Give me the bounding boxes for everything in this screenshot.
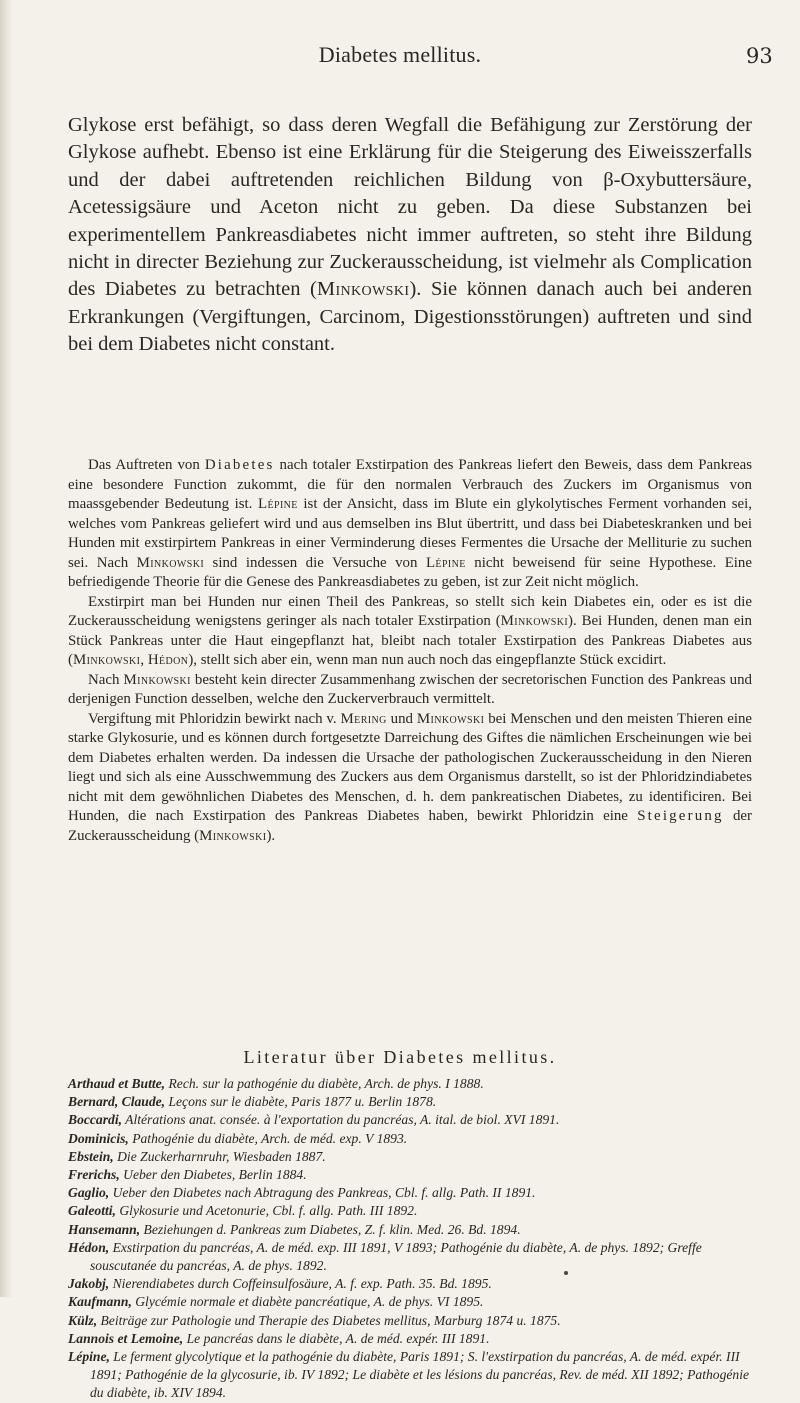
main-text: Glykose erst befähigt, so dass deren Wegfall die Befähigung zur Zerstörung der Glykose aufhebt. Ebenso ist eine Erklärung für die Steigerung des Eiweisszerfalls und der dabei auftretenden reichlichen Bildung von β-Oxybuttersäure, Acetessigsäure und Aceton nicht zu geben. Da diese Substanzen bei experimentellem Pankreasdiabetes nicht immer auftreten, so steht ihre Bildung nicht in directer Beziehung zur Zuckerausscheidung, ist vielmehr als Complication des Diabetes zu betrachten ( — [68, 114, 752, 301]
reference-text: Glycémie normale et diabète pancréatique, A. de phys. VI 1895. — [131, 1294, 484, 1310]
paragraph-exstirpation — [68, 593, 752, 671]
reference-item — [68, 1166, 752, 1184]
reference-item — [68, 1312, 752, 1330]
text-run: nach totaler Exstirpation des Pankreas liefert den Beweis, dass dem Pankreas eine besondere Function zukommt, die für den normalen Verbrauch des Zuckers im Organismus von maassgebender Bedeutung ist. — [68, 457, 752, 512]
author-name: Minkowski — [123, 671, 191, 688]
reference-item — [68, 1111, 752, 1129]
main-paragraph — [68, 112, 752, 359]
reference-text: Beiträge zur Pathologie und Therapie des Diabetes mellitus, Marburg 1874 u. 1875. — [97, 1312, 561, 1328]
author-name: Minkowski — [316, 278, 410, 301]
text-run: ist der Ansicht, dass im Blute ein glykolytisches Ferment vorhanden sei, welches vom Pankreas geliefert wird und aus demselben ins Blut übertritt, und dass bei Diabeteskranken und bei Hunden mit exstirpirtem Pankreas in einer Verminderung dieses Fermentes die Ursache der Melliturie zu suchen sei. Nach — [68, 496, 752, 571]
paragraph-pankreas — [68, 456, 752, 593]
running-head: Diabetes mellitus. — [318, 42, 482, 67]
text-run: der Zuckerausscheidung ( — [68, 808, 752, 844]
reference-item — [68, 1221, 752, 1239]
reference-author: Hansemann, — [68, 1221, 141, 1237]
reference-item — [68, 1239, 752, 1275]
text-run: sind indessen die Versuche von — [204, 554, 426, 571]
reference-author: Arthaud et Butte, — [68, 1076, 166, 1091]
reference-item — [68, 1275, 752, 1293]
text-run: ). — [266, 827, 276, 844]
text-run: nicht beweisend für seine Hypothese. Eine befriedigende Theorie für die Genese des Pankreasdiabetes zu geben, ist zur Zeit nicht möglich. — [68, 554, 752, 590]
text-run: ), stellt sich aber ein, wenn man nun auch noch das eingepflanzte Stück excidirt. — [188, 652, 667, 668]
reference-author: Ebstein, — [68, 1148, 114, 1164]
main-paragraph-block — [68, 112, 752, 359]
reference-item — [68, 1075, 752, 1093]
text-run: und — [386, 710, 417, 727]
paragraph-phloridzin — [68, 710, 752, 847]
author-name: Minkowski — [500, 613, 569, 629]
reference-author: Bernard, Claude, — [68, 1094, 166, 1110]
reference-author: Jakobj, — [68, 1276, 110, 1292]
reference-author: Kaufmann, — [68, 1294, 132, 1310]
reference-author: Frerichs, — [68, 1167, 120, 1183]
reference-text: Glykosurie und Acetonurie, Cbl. f. allg. Path. III 1892. — [115, 1203, 418, 1219]
reference-text: Rech. sur la pathogénie du diabète, Arch. de phys. I 1888. — [165, 1076, 484, 1091]
reference-author: Lépine, — [68, 1349, 110, 1365]
reference-author: Gaglio, — [68, 1185, 110, 1201]
reference-text: Beziehungen d. Pankreas zum Diabetes, Z. f. klin. Med. 26. Bd. 1894. — [140, 1221, 521, 1237]
reference-text: Die Zuckerharnruhr, Wiesbaden 1887. — [113, 1148, 326, 1164]
reference-text: Exstirpation du pancréas, A. de méd. exp. III 1891, V 1893; Pathogénie du diabète, A. de phys. 1892; Greffe souscutanée du pancréas, A. de phys. 1892. — [90, 1239, 702, 1274]
text-run: Exstirpirt man bei Hunden nur einen Theil des Pankreas, so stellt sich kein Diabetes ein, oder es ist die Zuckerausscheidung wenigstens geringer als nach totaler Exstirpation ( — [68, 593, 752, 629]
author-name: Minkowski — [72, 652, 141, 668]
reference-author: Külz, — [68, 1312, 98, 1328]
reference-item — [68, 1130, 752, 1148]
reference-author: Lannois et Lemoine, — [68, 1330, 184, 1346]
author-name: Minkowski — [136, 554, 205, 571]
reference-item — [68, 1348, 752, 1403]
ink-speck — [564, 1271, 568, 1275]
page-number: 93 — [746, 44, 773, 68]
spaced-term: Steigerung — [637, 808, 724, 824]
text-run: besteht kein directer Zusammenhang zwischen der secretorischen Function des Pankreas und derjenigen Function desselben, welche den Zuckerverbrauch vermittelt. — [68, 671, 752, 707]
binding-gutter — [0, 0, 14, 1297]
reference-text: Ueber den Diabetes, Berlin 1884. — [119, 1167, 307, 1183]
author-name: Lépine — [257, 496, 298, 512]
reference-item — [68, 1184, 752, 1202]
small-print-block — [68, 456, 752, 846]
text-run: bei Menschen und den meisten Thieren eine starke Glykosurie, und es können durch fortgesetzte Darreichung des Giftes die nämlichen Erscheinungen wie bei dem Diabetes erhalten werden. Da indessen die Ursache der pathologischen Zuckerausscheidung in den Nieren liegt und sich als eine Ausschwemmung des Zuckers aus dem Organismus darstellt, so ist der Phloridzindiabetes nicht mit dem gewöhnlichen Diabetes des Menschen, d. h. dem pankreatischen Diabetes, zu identificiren. Bei Hunden, die nach Exstirpation des Pankreas Diabetes haben, bewirkt Phloridzin eine — [68, 710, 753, 824]
text-run: Das Auftreten von — [88, 457, 205, 473]
reference-author: Galeotti, — [68, 1203, 116, 1219]
reference-author: Boccardi, — [68, 1112, 122, 1128]
reference-author: Hédon, — [68, 1239, 110, 1255]
text-run: Vergiftung mit Phloridzin bewirkt nach v. — [88, 710, 341, 727]
main-text-end: ). Sie können danach auch bei anderen Erkrankungen (Vergiftungen, Carcinom, Digestionsstörungen) auftreten und sind bei dem Diabetes nicht constant. — [68, 278, 752, 356]
text-run: , — [140, 652, 148, 668]
author-name: Lépine — [425, 554, 466, 571]
reference-item — [68, 1293, 752, 1311]
reference-item — [68, 1330, 752, 1348]
author-name: Minkowski — [199, 827, 267, 844]
spaced-term: Diabetes — [204, 457, 275, 473]
reference-text: Leçons sur le diabète, Paris 1877 u. Berlin 1878. — [165, 1094, 437, 1110]
reference-text: Pathogénie du diabète, Arch. de méd. exp. V 1893. — [128, 1130, 408, 1146]
paragraph-secretion — [68, 671, 752, 710]
author-name: Mering — [340, 710, 387, 727]
reference-text: Le ferment glycolytique et la pathogénie du diabète, Paris 1891; S. l'exstirpation du pancréas, A. de méd. expér. III 1891; Pathogénie de la glycosurie, ib. IV 1892; Le diabète et les lésions du pancréas, Rev. de méd. XII 1892; Pathogénie du diabète, ib. XIV 1894. — [90, 1349, 750, 1401]
reference-author: Dominicis, — [68, 1130, 129, 1146]
text-run: ). Bei Hunden, denen man ein Stück Pankreas unter die Haut eingepflanzt hat, bleibt nach totaler Exstirpation des Pankreas Diabetes aus ( — [68, 613, 752, 668]
reference-text: Ueber den Diabetes nach Abtragung des Pankreas, Cbl. f. allg. Path. II 1891. — [109, 1185, 536, 1201]
reference-text: Le pancréas dans le diabète, A. de méd. expér. III 1891. — [183, 1330, 490, 1346]
literature-heading: Literatur über Diabetes mellitus. — [243, 1047, 557, 1067]
text-run: Nach — [88, 671, 124, 688]
reference-text: Nierendiabetes durch Coffeinsulfosäure, A. f. exp. Path. 35. Bd. 1895. — [109, 1276, 492, 1292]
reference-item — [68, 1093, 752, 1111]
author-name: Minkowski — [416, 710, 485, 727]
author-name: Hédon — [147, 652, 189, 668]
reference-list — [68, 1075, 752, 1403]
reference-item — [68, 1148, 752, 1166]
reference-text: Altérations anat. consée. à l'exportation du pancréas, A. ital. de biol. XVI 1891. — [122, 1112, 560, 1128]
reference-item — [68, 1202, 752, 1220]
